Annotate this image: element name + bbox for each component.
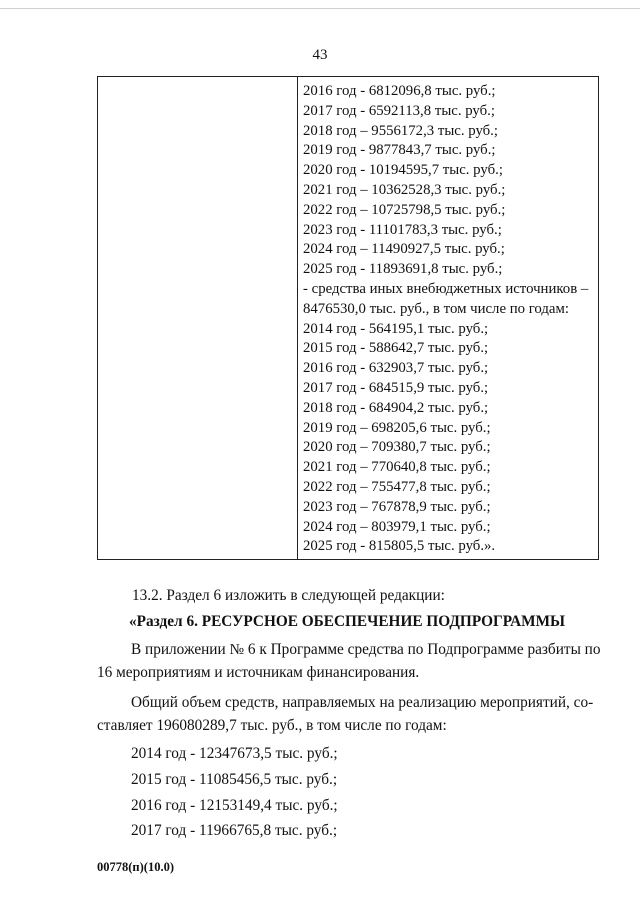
table-line: 2014 год - 564195,1 тыс. руб.;: [303, 320, 489, 337]
table-line: - средства иных внебюджетных источников –: [303, 280, 589, 297]
table-line: 2018 год - 684904,2 тыс. руб.;: [303, 399, 489, 416]
table-line: 2021 год – 770640,8 тыс. руб.;: [303, 459, 491, 476]
table-line: 2022 год – 10725798,5 тыс. руб.;: [303, 201, 506, 218]
table-line: 2019 год - 9877843,7 тыс. руб.;: [303, 142, 496, 159]
paragraph-1-line-1: В приложении № 6 к Программе средства по Подпрограмме разбиты по: [131, 641, 601, 658]
table-line: 2020 год - 10194595,7 тыс. руб.;: [303, 162, 503, 179]
funding-table: [97, 76, 599, 560]
table-line: 2018 год – 9556172,3 тыс. руб.;: [303, 122, 498, 139]
year-line: 2015 год - 11085456,5 тыс. руб.;: [131, 771, 338, 788]
table-line: 2016 год - 632903,7 тыс. руб.;: [303, 360, 489, 377]
year-line: 2017 год - 11966765,8 тыс. руб.;: [131, 822, 338, 839]
table-line: 2016 год - 6812096,8 тыс. руб.;: [303, 83, 496, 99]
table-line: 8476530,0 тыс. руб., в том числе по годам:: [303, 300, 569, 317]
paragraph-2-line-1: Общий объем средств, направляемых на реализацию мероприятий, со-: [131, 694, 594, 711]
year-line: 2014 год - 12347673,5 тыс. руб.;: [131, 745, 338, 762]
table-line: 2023 год - 11101783,3 тыс. руб.;: [303, 221, 502, 238]
table-line: 2025 год - 11893691,8 тыс. руб.;: [303, 261, 503, 278]
table-line: 2024 год – 803979,1 тыс. руб.;: [303, 518, 491, 535]
table-column-divider: [297, 77, 298, 559]
section-intro: 13.2. Раздел 6 изложить в следующей редакции:: [132, 587, 445, 604]
table-line: 2022 год – 755477,8 тыс. руб.;: [303, 478, 491, 495]
table-line: 2021 год – 10362528,3 тыс. руб.;: [303, 181, 506, 198]
paragraph-2-line-2: ставляет 196080289,7 тыс. руб., в том числе по годам:: [97, 717, 447, 734]
table-right-cell: [303, 82, 594, 557]
table-line: 2019 год – 698205,6 тыс. руб.;: [303, 419, 491, 436]
year-line: 2016 год - 12153149,4 тыс. руб.;: [131, 797, 338, 814]
table-line: 2017 год - 6592113,8 тыс. руб.;: [303, 102, 495, 119]
table-line: 2017 год - 684515,9 тыс. руб.;: [303, 379, 489, 396]
page-number: 43: [312, 47, 328, 63]
table-line: 2020 год – 709380,7 тыс. руб.;: [303, 439, 491, 456]
table-line: 2024 год – 11490927,5 тыс. руб.;: [303, 241, 505, 258]
table-line: 2015 год - 588642,7 тыс. руб.;: [303, 340, 489, 357]
top-rule: [0, 8, 640, 9]
footer-code: 00778(п)(10.0): [97, 860, 174, 874]
section-heading: «Раздел 6. РЕСУРСНОЕ ОБЕСПЕЧЕНИЕ ПОДПРОГРАММЫ: [129, 613, 566, 630]
table-line: 2025 год - 815805,5 тыс. руб.».: [303, 538, 496, 555]
paragraph-1-line-2: 16 мероприятиям и источникам финансирования.: [97, 664, 420, 681]
table-line: 2023 год – 767878,9 тыс. руб.;: [303, 498, 491, 515]
